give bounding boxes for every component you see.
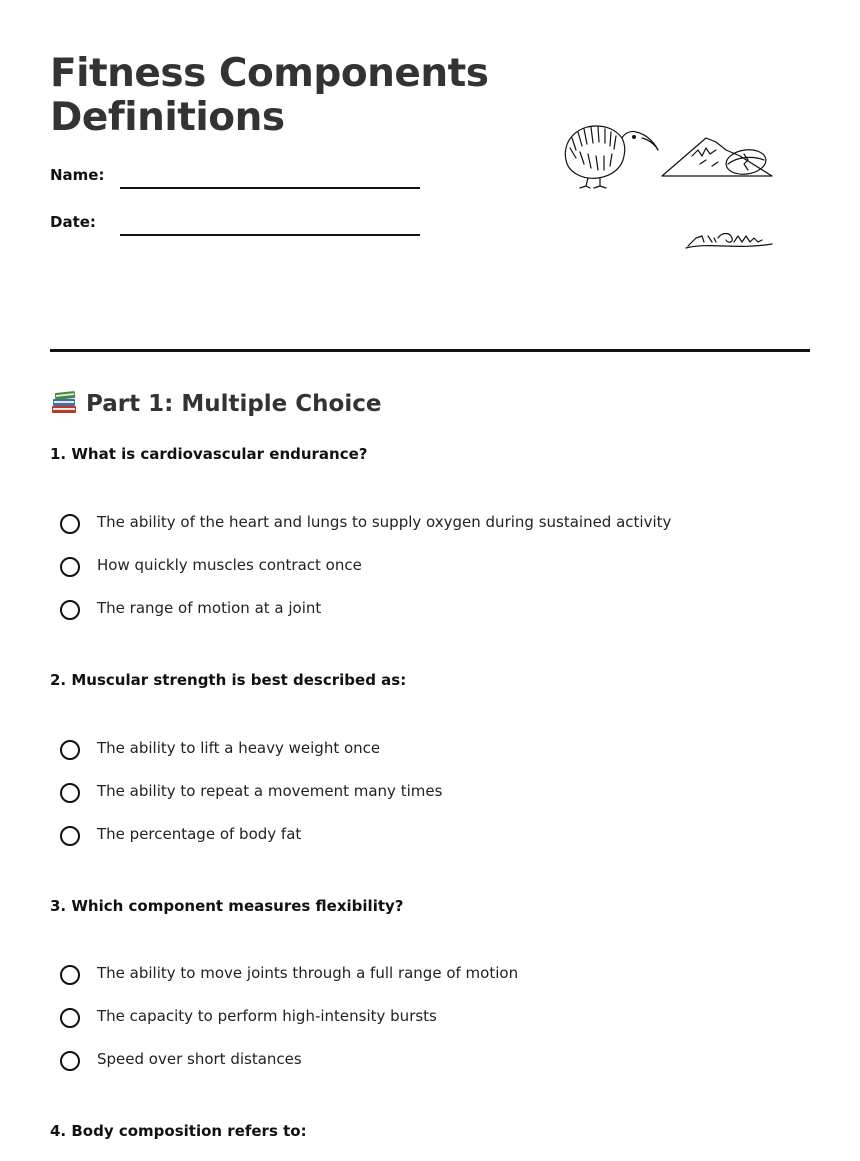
question-3-option-b[interactable] [60,1004,437,1028]
question-1-option-c[interactable] [60,596,321,620]
name-field[interactable] [120,187,420,189]
header-divider [50,349,810,352]
option-label: The ability of the heart and lungs to supply oxygen during sustained activity [97,513,672,531]
kiwi-bird-icon [565,126,658,188]
option-label: Speed over short distances [97,1050,302,1068]
option-label: The capacity to perform high-intensity bursts [97,1007,437,1025]
option-label: The ability to lift a heavy weight once [97,739,381,757]
page-title-line-1: Fitness Components [50,51,489,96]
option-label: The range of motion at a joint [97,599,322,617]
question-1-option-a[interactable] [60,510,671,534]
page-title-line-2: Definitions [50,95,285,140]
books-icon [50,389,78,415]
radio-button[interactable] [60,965,80,985]
date-field[interactable] [120,234,420,236]
ocean-wave-icon [686,234,772,249]
radio-button[interactable] [60,1008,80,1028]
illustrations-group [558,116,788,266]
radio-button[interactable] [60,740,80,760]
mountain-rugby-ball-icon [662,138,772,177]
page-title [50,52,488,140]
option-label: The ability to repeat a movement many times [97,782,443,800]
option-label: How quickly muscles contract once [97,556,362,574]
radio-button[interactable] [60,600,80,620]
question-2-option-a[interactable] [60,736,380,760]
question-2-option-b[interactable] [60,779,442,803]
radio-button[interactable] [60,1051,80,1071]
question-2: 2. Muscular strength is best described as: [50,671,407,689]
date-label: Date: [50,213,96,231]
radio-button[interactable] [60,514,80,534]
option-label: The ability to move joints through a full range of motion [97,964,519,982]
radio-button[interactable] [60,826,80,846]
name-label: Name: [50,166,105,184]
question-1: 1. What is cardiovascular endurance? [50,445,368,463]
question-1-option-b[interactable] [60,553,362,577]
section-title-text: Part 1: Multiple Choice [86,391,382,417]
question-3: 3. Which component measures flexibility? [50,897,404,915]
option-label: The percentage of body fat [97,825,302,843]
question-3-option-a[interactable] [60,961,518,985]
question-4: 4. Body composition refers to: [50,1122,307,1140]
section-title-part-1 [50,388,381,420]
question-3-option-c[interactable] [60,1047,302,1071]
radio-button[interactable] [60,783,80,803]
question-2-option-c[interactable] [60,822,301,846]
radio-button[interactable] [60,557,80,577]
